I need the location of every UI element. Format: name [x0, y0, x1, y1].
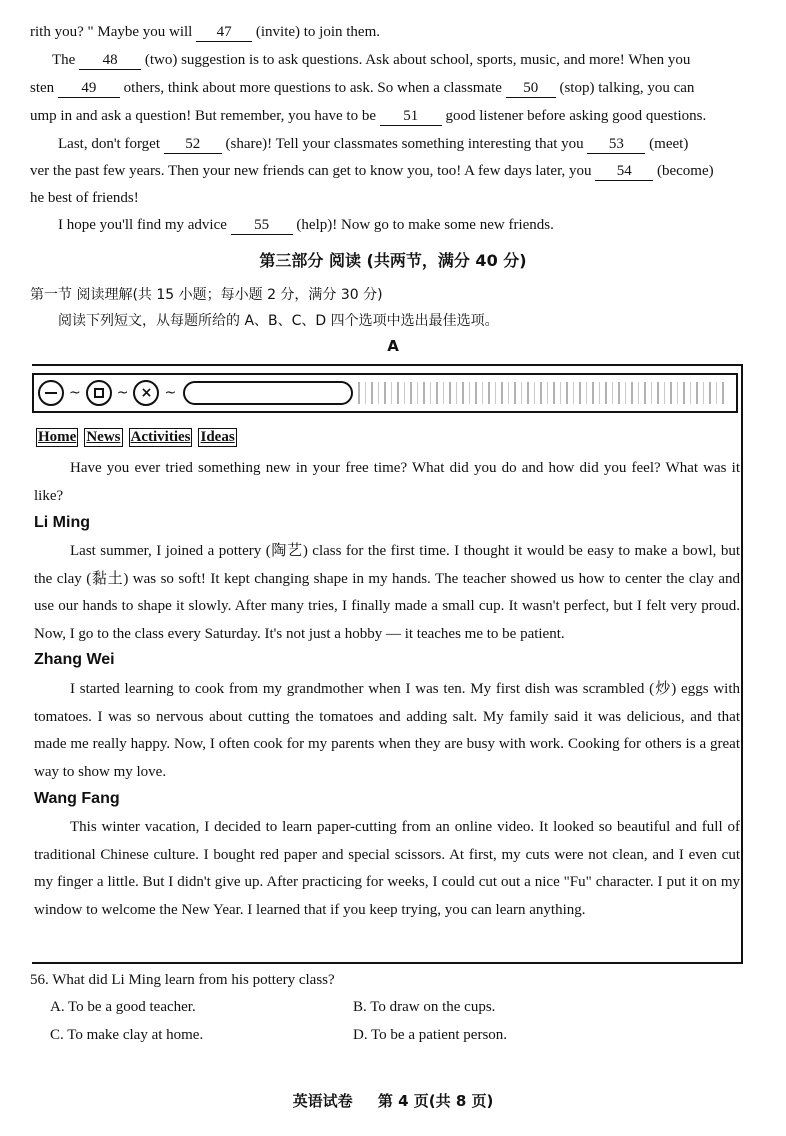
blank-47[interactable]: 47 — [196, 24, 252, 42]
post-text: I started learning to cook from my grandmother when I was ten. My first dish was scrambled (炒) eggs with tomatoes. I was so nervous about cutting the tomatoes and adding salt. My family said it was delicious, and that made me really happy. Now, I often cook for my parents when they are busy with work. Cooking for others is a great way to show my love. — [34, 681, 740, 780]
blank-49[interactable]: 49 — [58, 80, 120, 98]
blank-50[interactable]: 50 — [506, 80, 556, 98]
illegible-address-text — [358, 382, 728, 404]
maximize-icon[interactable] — [86, 380, 112, 406]
footer-subject: 英语试卷 — [292, 1092, 353, 1110]
cloze-text: (two) suggestion is to ask questions. Ask about school, sports, music, and more! When you — [144, 52, 691, 68]
blank-55[interactable]: 55 — [231, 217, 293, 235]
cloze-line-5 — [58, 134, 786, 154]
page-footer — [0, 1090, 786, 1111]
blank-52[interactable]: 52 — [164, 136, 222, 154]
nav-activities-link[interactable]: Activities — [130, 429, 191, 445]
site-nav — [36, 428, 237, 447]
cloze-text: (help)! Now go to make some new friends. — [296, 217, 554, 233]
option-d[interactable]: D. To be a patient person. — [353, 1027, 508, 1043]
cloze-text: I hope you'll find my advice — [58, 217, 227, 233]
footer-page-number: 第 4 页(共 8 页) — [377, 1092, 494, 1110]
section-subtitle: 第一节 阅读理解(共 15 小题；每小题 2 分，满分 30 分) — [30, 287, 383, 303]
cloze-text: others, think about more questions to ask. So when a classmate — [123, 80, 502, 96]
toolbar-separator: ~ — [164, 385, 177, 401]
post-text: This winter vacation, I decided to learn paper-cutting from an online video. It looked so beautiful and full of traditional Chinese culture. I bought red paper and special scissors. At first, my cuts were not clean, and I even cut my finger a little. But I didn't give up. After practicing for weeks, I could cut out a nice "Fu" character. I put it on my window to welcome the New Year. I learned that if you keep trying, you can learn anything. — [34, 819, 740, 918]
cloze-text: (share)! Tell your classmates something interesting that you — [225, 136, 584, 152]
option-c[interactable]: C. To make clay at home. — [50, 1027, 204, 1043]
cloze-line-2 — [52, 50, 786, 70]
post-text: Last summer, I joined a pottery (陶艺) class for the first time. I thought it would be easy to make a bowl, but the clay (黏土) was so soft! It kept changing shape in my hands. The teacher showed us how to center the clay and use our hands to shape it slowly. After many tries, I finally made a small cup. It wasn't perfect, but I felt very proud. Now, I go to the class every Saturday. It's not just a hobby — it teaches me to be patient. — [34, 543, 740, 642]
cloze-text: he best of friends! — [30, 190, 139, 206]
cloze-text: rith you? " Maybe you will — [30, 24, 193, 40]
blank-54[interactable]: 54 — [595, 163, 653, 181]
passage-letter: A — [387, 337, 399, 355]
post-body-wang-fang — [34, 814, 740, 924]
cloze-text: (meet) — [649, 136, 689, 152]
post-author-wang-fang: Wang Fang — [34, 790, 120, 807]
intro-paragraph — [34, 455, 740, 510]
cloze-line-7 — [30, 188, 786, 208]
cloze-text: ver the past few years. Then your new friends can get to know you, too! A few days later, you — [30, 163, 592, 179]
option-b[interactable]: B. To draw on the cups. — [353, 999, 496, 1015]
post-author-zhang-wei: Zhang Wei — [34, 651, 115, 668]
post-body-zhang-wei — [34, 676, 740, 786]
cloze-text: good listener before asking good questions. — [445, 108, 707, 124]
cloze-line-1 — [30, 22, 786, 42]
nav-news-link[interactable]: News — [86, 429, 121, 445]
section-instruction: 阅读下列短文，从每题所给的 A、B、C、D 四个选项中选出最佳选项。 — [58, 313, 499, 329]
toolbar-separator: ~ — [69, 385, 81, 401]
cloze-text: (invite) to join them. — [255, 24, 381, 40]
nav-ideas-link[interactable]: Ideas — [200, 429, 235, 445]
close-icon[interactable]: × — [133, 380, 159, 406]
cloze-line-8 — [58, 215, 786, 235]
nav-home-link[interactable]: Home — [38, 429, 77, 445]
section-title: 第三部分 阅读 (共两节，满分 40 分) — [259, 251, 527, 270]
toolbar-separator: ~ — [116, 385, 129, 401]
blank-48[interactable]: 48 — [79, 52, 141, 70]
cloze-text: (stop) talking, you can — [559, 80, 695, 96]
cloze-line-4 — [30, 106, 786, 126]
address-bar[interactable] — [183, 381, 353, 405]
cloze-text: The — [52, 52, 76, 68]
cloze-line-6 — [30, 161, 786, 181]
browser-toolbar — [32, 373, 738, 413]
cloze-text: sten — [30, 80, 55, 96]
question-56: 56. What did Li Ming learn from his pottery class? — [30, 972, 335, 988]
blank-53[interactable]: 53 — [587, 136, 645, 154]
post-body-li-ming — [34, 538, 740, 648]
cloze-line-3 — [30, 78, 786, 98]
cloze-text: ump in and ask a question! But remember, you have to be — [30, 108, 376, 124]
cloze-text: (become) — [656, 163, 714, 179]
blank-51[interactable]: 51 — [380, 108, 442, 126]
post-author-li-ming: Li Ming — [34, 514, 90, 531]
minimize-icon[interactable] — [38, 380, 64, 406]
intro-text: Have you ever tried something new in your free time? What did you do and how did you feel? What was it like? — [34, 460, 740, 504]
option-a[interactable]: A. To be a good teacher. — [50, 999, 196, 1015]
cloze-text: Last, don't forget — [58, 136, 160, 152]
